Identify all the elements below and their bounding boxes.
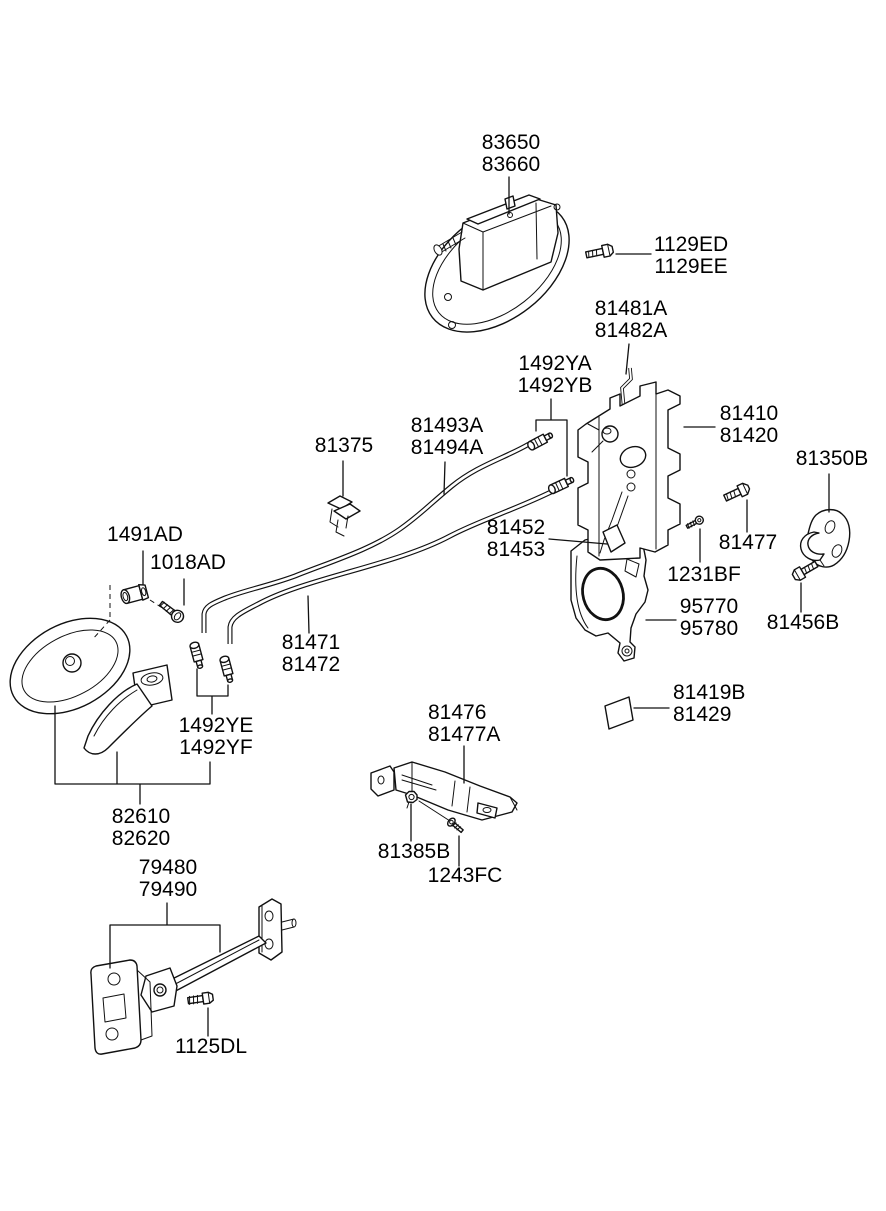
part-label-81410-81420 — [720, 403, 778, 446]
part-number: 81476 — [428, 701, 487, 724]
part-number: 81420 — [719, 423, 779, 447]
connector-1492ye-drawing — [189, 641, 205, 669]
part-number: 95770 — [679, 595, 739, 618]
connector-1492ya-drawing — [526, 431, 554, 451]
part-number: 1243FC — [427, 864, 503, 887]
part-label-1129ed-1129ee — [654, 234, 728, 277]
part-number: 82620 — [111, 826, 171, 850]
part-number: 81429 — [673, 702, 732, 726]
rod-81471-drawing — [230, 489, 557, 644]
part-number: 81452 — [486, 516, 546, 539]
part-number: 81385B — [377, 840, 451, 863]
part-number: 1491AD — [107, 523, 183, 546]
part-number: 81482A — [594, 318, 668, 342]
part-label-81477 — [719, 532, 777, 554]
part-label-81476-81477a — [428, 702, 500, 745]
part-label-1243fc — [428, 865, 503, 887]
clip-81375-drawing — [328, 496, 360, 536]
part-number: 1125DL — [174, 1035, 248, 1058]
part-label-81493a-81494a — [411, 415, 483, 458]
connector-1492yb-drawing — [547, 475, 575, 494]
screw-1018ad-drawing — [157, 599, 186, 625]
part-number: 81456B — [766, 611, 840, 634]
part-label-81452-81453 — [487, 517, 545, 560]
screw-1243fc-drawing — [446, 817, 465, 835]
part-label-1018ad — [150, 552, 226, 574]
part-number: 81472 — [281, 652, 341, 676]
part-number: 79480 — [138, 856, 198, 879]
latch-assembly-drawing — [578, 382, 680, 560]
part-label-1491ad — [107, 524, 183, 546]
part-label-81419b-81429 — [673, 682, 745, 725]
sticker-81419b-drawing — [605, 697, 633, 729]
part-label-81456b — [767, 612, 839, 634]
part-label-1125dl — [175, 1036, 247, 1058]
part-label-83650-83660 — [482, 132, 540, 175]
part-label-79480-79490 — [139, 857, 197, 900]
part-label-81471-81472 — [282, 632, 340, 675]
part-number: 81350B — [795, 447, 869, 470]
part-label-1492ye-1492yf — [179, 715, 254, 758]
part-number: 1492YA — [518, 352, 592, 375]
striker-81350b-drawing — [801, 510, 850, 567]
part-number: 83650 — [481, 131, 541, 154]
bolt-1129-drawing — [585, 243, 614, 260]
part-label-1492ya-1492yb — [518, 353, 593, 396]
part-label-81481a-81482a — [595, 298, 667, 341]
grommet-1491ad-drawing — [119, 583, 148, 605]
part-number: 81493A — [410, 414, 484, 437]
part-number: 83660 — [481, 152, 541, 176]
part-number: 1129EE — [654, 254, 728, 278]
part-number: 1492YB — [517, 373, 593, 397]
part-number: 82610 — [111, 805, 171, 828]
bolt-1125dl-drawing — [187, 992, 213, 1006]
part-number: 81494A — [410, 435, 484, 459]
part-label-81385b — [378, 841, 450, 863]
door-check-drawing — [91, 899, 296, 1054]
part-number: 1492YE — [178, 714, 254, 737]
part-number: 81471 — [281, 631, 341, 654]
part-number: 81419B — [673, 681, 746, 704]
bolt-81456b-drawing — [791, 559, 820, 582]
part-number: 1231BF — [667, 563, 741, 586]
screw-1231bf-drawing — [685, 515, 705, 531]
exterior-handle-drawing — [400, 176, 593, 359]
part-number: 1129ED — [653, 233, 729, 256]
part-number: 81481A — [594, 297, 668, 320]
part-number: 81477A — [428, 722, 501, 746]
part-number: 81375 — [314, 434, 374, 457]
part-label-95770-95780 — [680, 596, 738, 639]
part-number: 1018AD — [150, 551, 226, 574]
part-number: 81477 — [718, 531, 778, 554]
connector-1492yf-drawing — [219, 655, 235, 683]
part-label-1231bf — [667, 564, 741, 586]
part-label-81375 — [315, 435, 373, 457]
part-number: 81453 — [486, 537, 546, 561]
part-number: 95780 — [679, 616, 739, 640]
part-label-82610-82620 — [112, 806, 170, 849]
part-number: 1492YF — [179, 735, 253, 759]
part-label-81350b — [796, 448, 868, 470]
trim-81476-drawing — [371, 762, 517, 821]
part-number: 79490 — [138, 877, 198, 901]
part-number: 81410 — [719, 402, 779, 425]
